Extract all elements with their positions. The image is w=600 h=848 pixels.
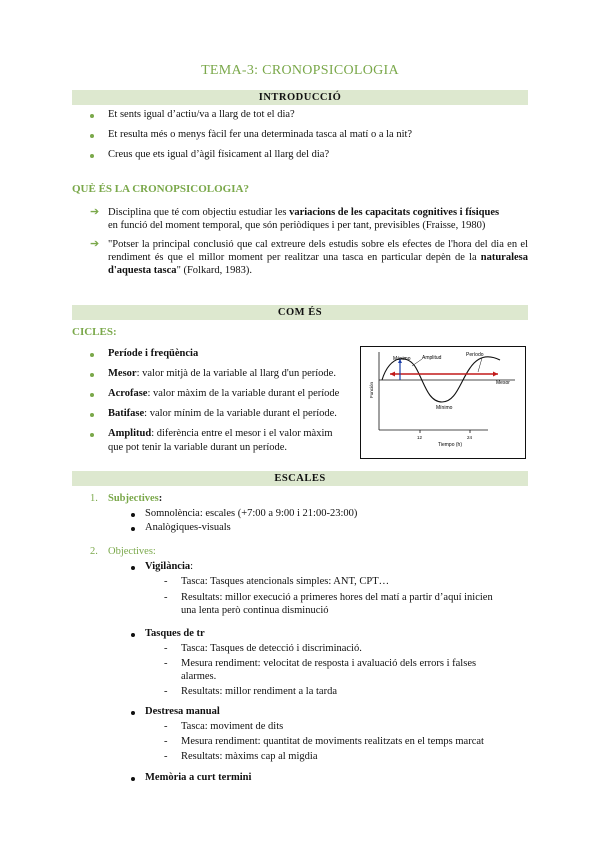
cicle-item-1: [108, 347, 198, 360]
cicle-term: Acrofase: [108, 388, 148, 399]
objectives-heading: Objectives:: [108, 546, 156, 557]
dash-icon: -: [164, 736, 168, 747]
bullet-icon: [131, 513, 135, 517]
label-periodo: Período: [466, 352, 484, 358]
bullet-icon: [90, 433, 94, 437]
cicle-item-5-line2: que pot tenir la variable durant un període.: [108, 442, 288, 453]
destresa-tasca: Tasca: moviment de dits: [181, 721, 284, 732]
label-amplitud: Amplitud: [422, 355, 442, 361]
section-band-introduccio: INTRODUCCIÓ: [72, 90, 528, 105]
intro-bullet-2: Et resulta més o menys fàcil fer una determinada tasca al matí o a la nit?: [108, 129, 413, 140]
intro-bullet-1: Et sents igual d’actiu/va a llarg de tot el dia?: [108, 109, 295, 120]
bullet-icon: [90, 373, 94, 377]
vigilancia-colon: :: [190, 561, 194, 572]
dash-icon: -: [164, 751, 168, 762]
cicle-item-5: [108, 427, 333, 440]
arrow-right-icon: ➔: [90, 238, 100, 250]
label-tiempo: Tiempo (h): [438, 442, 462, 448]
definition-text-a: Disciplina que té com objectiu estudiar les: [108, 207, 290, 218]
tasques-tr-mesura: Mesura rendiment: velocitat de resposta i avaluació dels errors i falses: [181, 658, 477, 669]
page-title: TEMA-3: CRONOPSICOLOGIA: [201, 63, 399, 78]
section-band-com-es: COM ÉS: [72, 305, 528, 320]
tasques-tr-mesura-line2: alarmes.: [181, 671, 217, 682]
dash-icon: -: [164, 576, 168, 587]
definition-text-bold: variacions de les capacitats cognitives i físiques: [289, 207, 500, 218]
section-heading-cicles: CICLES:: [72, 326, 117, 338]
vigilancia-resultats-line2: una lenta però continua disminució: [181, 605, 329, 616]
tasques-tr-heading: [145, 627, 205, 640]
vigilancia-resultats: Resultats: millor execució a primeres hores del matí a partir d’aquí inicien: [181, 592, 493, 603]
cicle-desc: : valor mitjà de la variable al llarg d'un període.: [136, 368, 336, 379]
subjectives-label: Subjectives: [108, 493, 159, 504]
bullet-icon: [90, 134, 94, 138]
cicle-term: Batifase: [108, 408, 145, 419]
list-number-1: 1.: [90, 493, 98, 504]
cicle-term: Amplitud: [108, 428, 152, 439]
circadian-cycle-figure: [360, 346, 526, 459]
cicle-term: Període i freqüència: [108, 348, 199, 359]
quote-text-bold: naturalesa d'aquesta tasca: [108, 252, 528, 276]
destresa-resultats: Resultats: màxims cap al migdia: [181, 751, 318, 762]
bullet-icon: [131, 566, 135, 570]
definition-paragraph: [108, 206, 528, 219]
bullet-icon: [90, 114, 94, 118]
intro-bullet-3: Creus que ets igual d’àgil físicament al llarg del dia?: [108, 149, 330, 160]
cicle-desc: : diferència entre el mesor i el valor màxim: [151, 428, 333, 439]
label-maximo: Máximo: [393, 356, 411, 362]
cicle-term: Mesor: [108, 368, 137, 379]
vigilancia-tasca: Tasca: Tasques atencionals simples: ANT, CPT…: [181, 576, 390, 587]
tasques-tr-tasca: Tasca: Tasques de detecció i discriminació.: [181, 643, 362, 654]
section-heading-que-es: QUÈ ÉS LA CRONOPSICOLOGIA?: [72, 183, 249, 195]
label-mesor: Mesor: [496, 380, 510, 386]
label-tick-24: 24: [467, 435, 473, 440]
tasques-tr-label: Tasques de tr: [145, 628, 205, 639]
memoria-heading: [145, 771, 251, 784]
tasques-tr-resultats: Resultats: millor rendiment a la tarda: [181, 686, 337, 697]
subjectives-item-2: Analògiques-visuals: [145, 522, 231, 533]
destresa-mesura: Mesura rendiment: quantitat de moviments realitzats en el temps marcat: [181, 736, 484, 747]
bullet-icon: [90, 353, 94, 357]
memoria-label: Memòria a curt termini: [145, 772, 252, 783]
quote-text-a: "Potser la principal conclusió que cal extreure dels estudis sobre els efectes de l'hora del dia en el rendiment és que el millor moment per realitzar una tasca en particular depèn de la: [108, 239, 528, 263]
label-funcion: Función: [369, 381, 374, 398]
list-number-2: 2.: [90, 546, 98, 557]
dash-icon: -: [164, 643, 168, 654]
cicle-desc: : valor mínim de la variable durant el període.: [144, 408, 337, 419]
vigilancia-label: Vigilància: [145, 561, 191, 572]
dash-icon: -: [164, 592, 168, 603]
destresa-label: Destresa manual: [145, 706, 220, 717]
definition-paragraph-line2: en funció del moment temporal, que són periòdiques i per tant, previsibles (Fraisse, 1980): [108, 220, 486, 231]
subjectives-colon: :: [158, 493, 163, 504]
dash-icon: -: [164, 686, 168, 697]
section-band-escales: ESCALES: [72, 471, 528, 486]
bullet-icon: [90, 413, 94, 417]
subjectives-heading: [108, 492, 162, 505]
dash-icon: -: [164, 658, 168, 669]
bullet-icon: [131, 633, 135, 637]
vigilancia-heading: [145, 560, 193, 573]
cicle-desc: : valor màxim de la variable durant el període: [147, 388, 340, 399]
cicle-item-3: [108, 387, 339, 400]
label-minimo: Mínimo: [436, 405, 453, 411]
bullet-icon: [131, 777, 135, 781]
label-tick-12: 12: [417, 435, 423, 440]
destresa-heading: [145, 705, 220, 718]
quote-text-c: " (Folkard, 1983).: [176, 265, 253, 276]
quote-paragraph: [108, 238, 528, 277]
arrow-right-icon: ➔: [90, 206, 100, 218]
cicle-item-2: [108, 367, 336, 380]
cicle-item-4: [108, 407, 337, 420]
subjectives-item-1: Somnolència: escales (+7:00 a 9:00 i 21:00-23:00): [145, 508, 358, 519]
bullet-icon: [90, 154, 94, 158]
dash-icon: -: [164, 721, 168, 732]
bullet-icon: [131, 711, 135, 715]
bullet-icon: [90, 393, 94, 397]
bullet-icon: [131, 527, 135, 531]
